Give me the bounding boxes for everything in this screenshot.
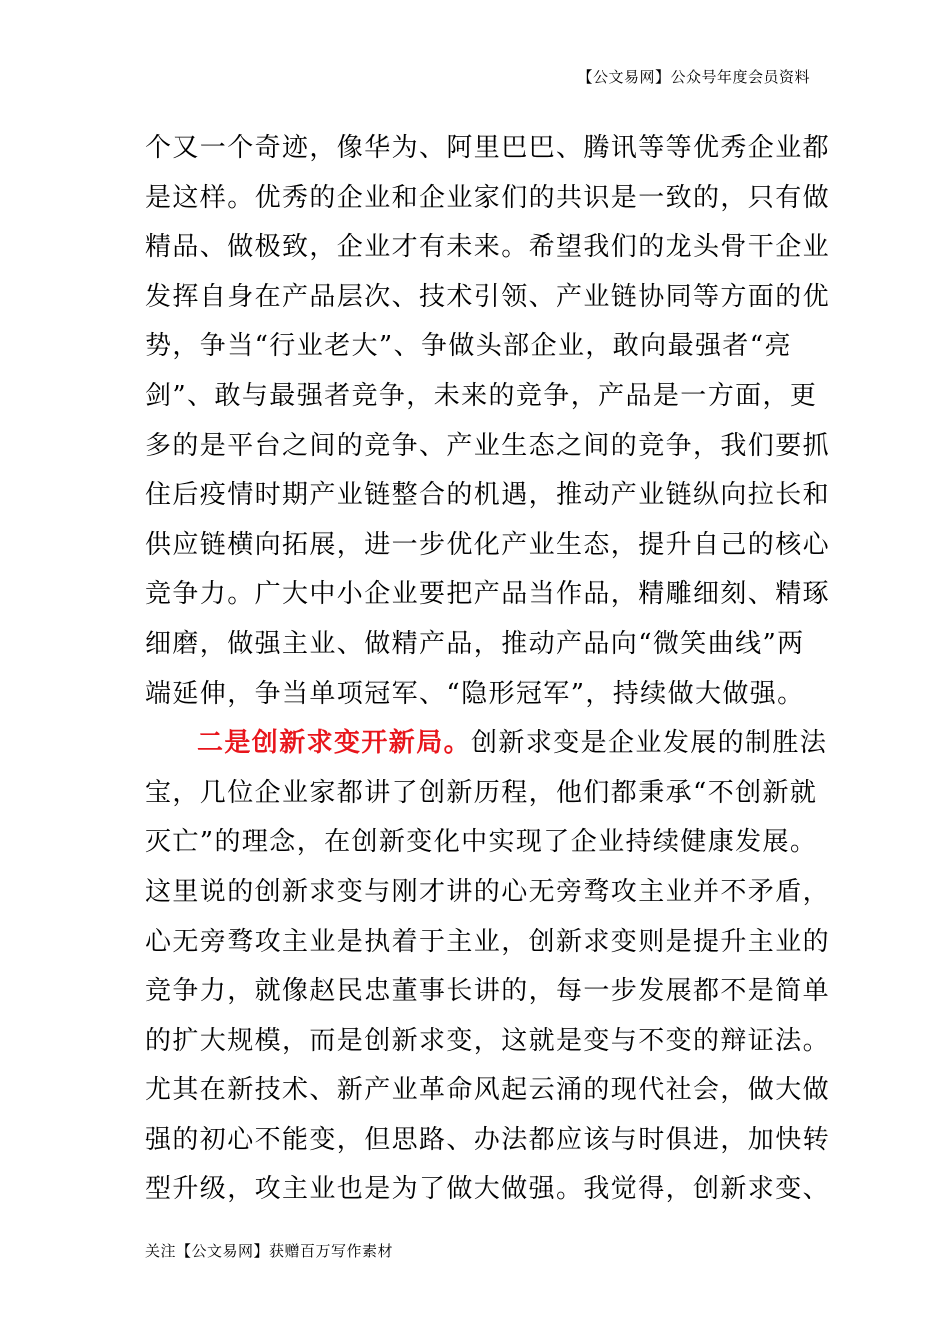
text-line: 心无旁骛攻主业是执着于主业，创新求变则是提升主业的 [145,926,831,957]
text-line: 是这样。优秀的企业和企业家们的共识是一致的，只有做 [145,182,831,213]
text-line: 强的初心不能变，但思路、办法都应该与时俱进，加快转 [145,1124,831,1155]
document-body [145,124,831,1215]
text-line: 发挥自身在产品层次、技术引领、产业链协同等方面的优 [145,281,831,312]
text-line: 精品、做极致，企业才有未来。希望我们的龙头骨干企业 [145,232,831,263]
text-line: 尤其在新技术、新产业革命风起云涌的现代社会，做大做 [145,1075,831,1106]
text-line: 型升级，攻主业也是为了做大做强。我觉得，创新求变、 [145,1174,831,1205]
text-line: 端延伸，争当单项冠军、“隐形冠军”，持续做大做强。 [145,678,805,709]
text-line: 竞争力。广大中小企业要把产品当作品，精雕细刻、精琢 [145,579,831,610]
text-line [145,719,828,769]
text-line: 竞争力，就像赵民忠董事长讲的，每一步发展都不是简单 [145,976,831,1007]
text-line: 细磨，做强主业、做精产品，推动产品向“微笑曲线”两 [145,628,805,659]
text-line: 个又一个奇迹，像华为、阿里巴巴、腾讯等等优秀企业都 [145,133,831,163]
text-line: 宝，几位企业家都讲了创新历程，他们都秉承“不创新就 [145,777,818,808]
text-line: 剑”、敢与最强者竞争，未来的竞争，产品是一方面，更 [145,380,818,411]
text-line: 势，争当“行业老大”、争做头部企业，敢向最强者“亮 [145,331,792,362]
text-line: 多的是平台之间的竞争、产业生态之间的竞争，我们要抓 [145,430,831,461]
text-line: 灭亡”的理念，在创新变化中实现了企业持续健康发展。 [145,827,818,858]
page-footer: 关注【公文易网】获赠百万写作素材 [145,1242,394,1260]
paragraph-1 [145,124,831,719]
text-line: 的扩大规模，而是创新求变，这就是变与不变的辩证法。 [145,1025,831,1056]
section-heading: 二是创新求变开新局。 [197,728,472,759]
heading-line-rest: 创新求变是企业发展的制胜法 [471,728,828,759]
text-line: 这里说的创新求变与刚才讲的心无旁骛攻主业并不矛盾， [145,876,831,907]
text-line: 住后疫情时期产业链整合的机遇，推动产业链纵向拉长和 [145,480,831,511]
text-line: 供应链横向拓展，进一步优化产业生态，提升自己的核心 [145,529,831,560]
paragraph-2 [145,719,831,1215]
page-header: 【公文易网】公众号年度会员资料 [577,68,810,86]
